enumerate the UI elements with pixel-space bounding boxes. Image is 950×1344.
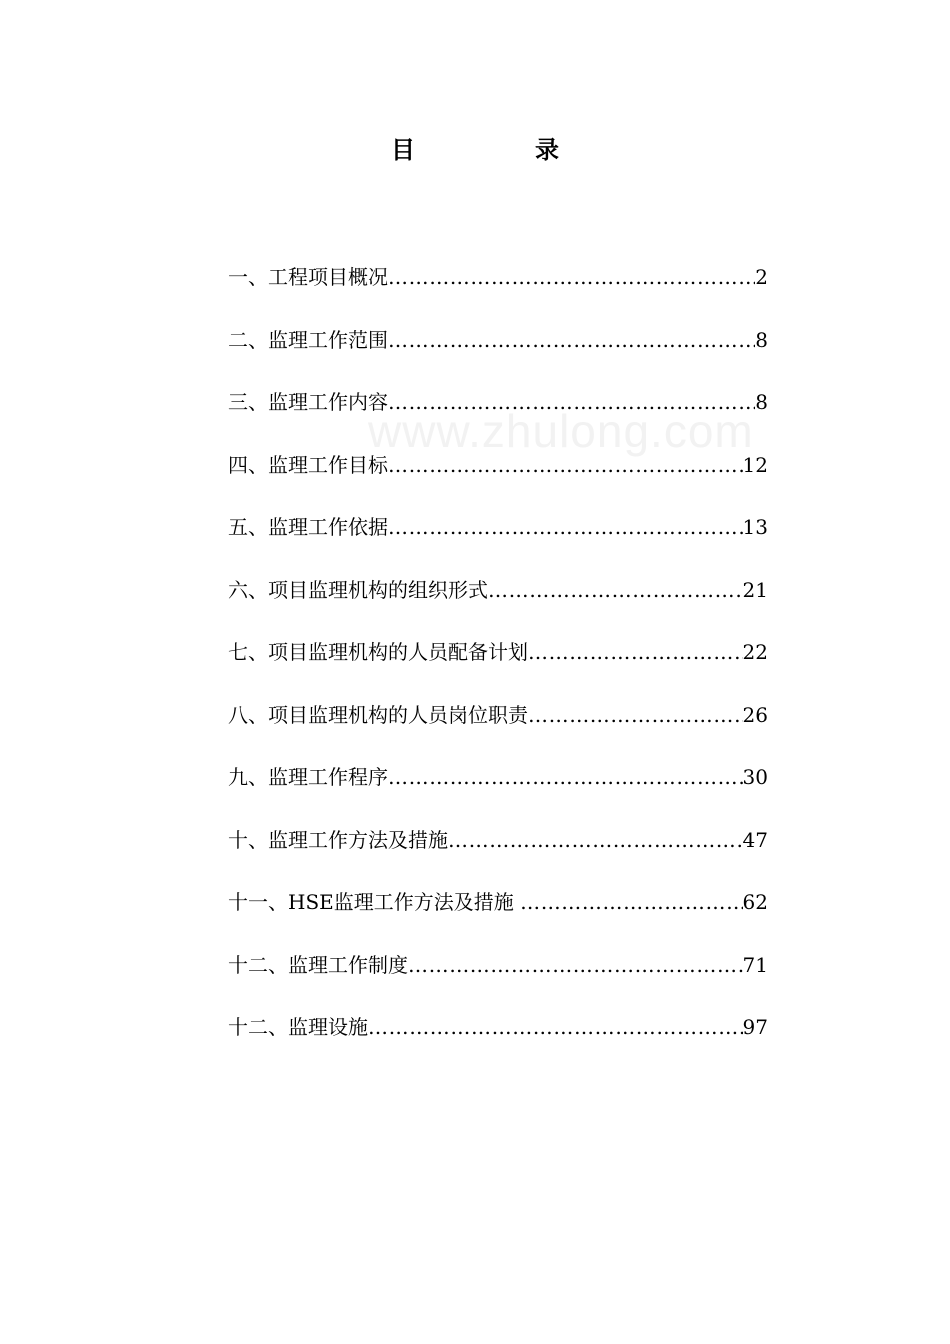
toc-leader-dots [448,823,743,857]
toc-entry-page: 13 [742,515,768,539]
toc-entry-label: 四、监理工作目标 [228,452,388,477]
toc-entry[interactable] [228,260,768,323]
toc-entry-page: 71 [742,952,768,977]
toc-entry-page: 30 [742,765,768,789]
toc-entry-label: 二、监理工作范围 [228,327,388,352]
toc-entry-label: 八、项目监理机构的人员岗位职责 [228,702,528,727]
watermark: www.zhulong.com [368,405,754,457]
toc-entry-label: 五、监理工作依据 [228,515,388,539]
toc-entry-label: 十、监理工作方法及措施 [228,827,448,852]
toc-entry[interactable] [228,948,768,1011]
toc-entry-page: 26 [742,702,768,727]
toc-entry[interactable] [228,823,768,886]
toc-entry[interactable] [228,573,768,636]
toc-entry[interactable] [228,385,768,448]
table-of-contents [228,260,768,1073]
toc-entry-label: 十二、监理工作制度 [228,952,408,977]
toc-leader-dots [520,885,742,919]
toc-leader-dots [388,385,755,419]
toc-entry-label: 十一、HSE监理工作方法及措施 [228,890,521,914]
toc-entry-label: 三、监理工作内容 [228,390,388,414]
toc-leader-dots [388,323,755,357]
toc-entry[interactable] [228,635,768,698]
toc-leader-dots [528,635,743,669]
toc-entry[interactable] [228,698,768,761]
toc-entry-page: 97 [742,1015,768,1039]
toc-entry[interactable] [228,323,768,386]
toc-entry-page: 12 [742,452,768,477]
toc-leader-dots [528,698,743,732]
toc-entry-page: 8 [755,327,768,352]
toc-entry-page: 22 [742,640,768,664]
toc-leader-dots [408,948,743,982]
toc-leader-dots [388,260,755,294]
toc-entry[interactable] [228,510,768,573]
toc-entry[interactable] [228,1010,768,1073]
toc-leader-dots [388,760,743,794]
toc-leader-dots [368,1010,743,1044]
toc-entry-label: 一、工程项目概况 [228,265,388,289]
toc-entry-label: 七、项目监理机构的人员配备计划 [228,640,528,664]
toc-entry[interactable] [228,760,768,823]
toc-entry-page: 8 [755,390,768,414]
toc-entry[interactable] [228,885,768,948]
toc-leader-dots [388,510,743,544]
toc-entry-page: 2 [755,265,768,289]
toc-leader-dots [388,448,743,482]
toc-leader-dots [488,573,743,607]
page-title: 目 录 [391,135,607,164]
toc-entry-label: 十二、监理设施 [228,1015,368,1039]
toc-entry-page: 21 [742,577,768,602]
toc-entry-label: 九、监理工作程序 [228,765,388,789]
toc-entry[interactable] [228,448,768,511]
toc-entry-page: 47 [742,827,768,852]
toc-entry-label: 六、项目监理机构的组织形式 [228,577,488,602]
toc-entry-page: 62 [742,890,768,914]
